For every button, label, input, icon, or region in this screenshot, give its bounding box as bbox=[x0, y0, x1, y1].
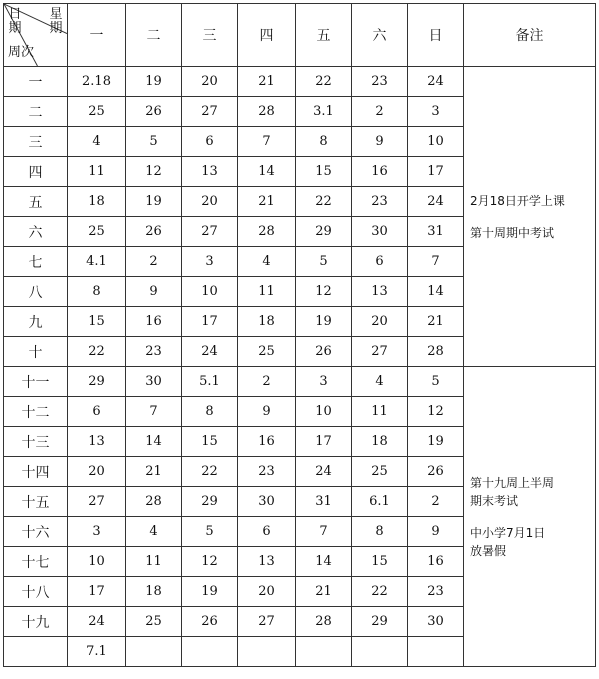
week-number-cell: 十 bbox=[4, 337, 68, 367]
date-cell: 14 bbox=[126, 427, 182, 457]
date-cell: 28 bbox=[296, 607, 352, 637]
date-cell: 10 bbox=[182, 277, 238, 307]
date-cell: 12 bbox=[296, 277, 352, 307]
week-number-cell: 十八 bbox=[4, 577, 68, 607]
date-cell: 12 bbox=[408, 397, 464, 427]
date-cell: 26 bbox=[126, 217, 182, 247]
date-cell: 18 bbox=[238, 307, 296, 337]
date-cell: 2 bbox=[352, 97, 408, 127]
date-cell: 15 bbox=[68, 307, 126, 337]
date-cell: 4.1 bbox=[68, 247, 126, 277]
date-cell: 19 bbox=[182, 577, 238, 607]
date-cell: 22 bbox=[296, 67, 352, 97]
date-cell: 19 bbox=[126, 187, 182, 217]
date-cell: 30 bbox=[126, 367, 182, 397]
note-text: 2月18日开学上课 bbox=[470, 193, 565, 208]
week-number-cell: 八 bbox=[4, 277, 68, 307]
date-cell: 18 bbox=[68, 187, 126, 217]
date-cell: 9 bbox=[408, 517, 464, 547]
date-cell bbox=[126, 637, 182, 667]
date-cell: 8 bbox=[182, 397, 238, 427]
week-number-cell: 九 bbox=[4, 307, 68, 337]
date-cell: 17 bbox=[68, 577, 126, 607]
corner-label-weekday: 星期 bbox=[49, 7, 63, 36]
date-cell: 4 bbox=[68, 127, 126, 157]
date-cell: 5 bbox=[182, 517, 238, 547]
date-cell: 24 bbox=[408, 67, 464, 97]
date-cell: 30 bbox=[408, 607, 464, 637]
date-cell: 8 bbox=[68, 277, 126, 307]
date-cell: 20 bbox=[352, 307, 408, 337]
date-cell: 23 bbox=[238, 457, 296, 487]
date-cell: 14 bbox=[408, 277, 464, 307]
date-cell: 12 bbox=[182, 547, 238, 577]
week-number-cell: 十三 bbox=[4, 427, 68, 457]
note-text: 第十周期中考试 bbox=[470, 225, 555, 240]
corner-label-week: 周次 bbox=[8, 45, 35, 60]
date-cell: 14 bbox=[238, 157, 296, 187]
date-cell: 9 bbox=[352, 127, 408, 157]
date-cell: 28 bbox=[238, 217, 296, 247]
date-cell: 13 bbox=[238, 547, 296, 577]
date-cell: 11 bbox=[68, 157, 126, 187]
note-text: 中小学7月1日 bbox=[470, 525, 546, 540]
date-cell: 3 bbox=[296, 367, 352, 397]
date-cell: 15 bbox=[182, 427, 238, 457]
date-cell: 26 bbox=[296, 337, 352, 367]
date-cell: 30 bbox=[352, 217, 408, 247]
date-cell: 4 bbox=[126, 517, 182, 547]
date-cell bbox=[408, 637, 464, 667]
date-cell: 28 bbox=[408, 337, 464, 367]
date-cell: 27 bbox=[182, 97, 238, 127]
date-cell: 21 bbox=[296, 577, 352, 607]
week-number-cell: 十七 bbox=[4, 547, 68, 577]
date-cell: 20 bbox=[68, 457, 126, 487]
date-cell: 23 bbox=[126, 337, 182, 367]
date-cell: 24 bbox=[296, 457, 352, 487]
date-cell: 16 bbox=[126, 307, 182, 337]
date-cell: 7 bbox=[408, 247, 464, 277]
date-cell: 2 bbox=[408, 487, 464, 517]
date-cell: 6.1 bbox=[352, 487, 408, 517]
date-cell: 13 bbox=[68, 427, 126, 457]
date-cell: 3 bbox=[182, 247, 238, 277]
date-cell: 3 bbox=[68, 517, 126, 547]
date-cell: 26 bbox=[182, 607, 238, 637]
header-day: 六 bbox=[352, 4, 408, 67]
date-cell: 5 bbox=[126, 127, 182, 157]
week-number-cell: 十二 bbox=[4, 397, 68, 427]
date-cell: 21 bbox=[238, 67, 296, 97]
date-cell: 10 bbox=[296, 397, 352, 427]
date-cell: 13 bbox=[352, 277, 408, 307]
date-cell: 2 bbox=[238, 367, 296, 397]
date-cell: 20 bbox=[182, 187, 238, 217]
date-cell: 21 bbox=[238, 187, 296, 217]
date-cell: 19 bbox=[296, 307, 352, 337]
date-cell: 6 bbox=[68, 397, 126, 427]
header-day: 二 bbox=[126, 4, 182, 67]
header-day: 一 bbox=[68, 4, 126, 67]
date-cell: 7 bbox=[296, 517, 352, 547]
date-cell: 7.1 bbox=[68, 637, 126, 667]
date-cell: 25 bbox=[68, 217, 126, 247]
date-cell: 21 bbox=[408, 307, 464, 337]
date-cell: 5 bbox=[296, 247, 352, 277]
date-cell: 24 bbox=[182, 337, 238, 367]
date-cell: 19 bbox=[126, 67, 182, 97]
header-row bbox=[4, 4, 596, 67]
date-cell: 27 bbox=[238, 607, 296, 637]
week-number-cell: 四 bbox=[4, 157, 68, 187]
date-cell: 2 bbox=[126, 247, 182, 277]
date-cell: 3.1 bbox=[296, 97, 352, 127]
date-cell: 18 bbox=[352, 427, 408, 457]
note-spacer bbox=[470, 210, 593, 224]
week-number-cell: 十五 bbox=[4, 487, 68, 517]
date-cell: 9 bbox=[126, 277, 182, 307]
week-row bbox=[4, 367, 596, 397]
week-number-cell bbox=[4, 637, 68, 667]
date-cell: 11 bbox=[126, 547, 182, 577]
date-cell: 15 bbox=[352, 547, 408, 577]
date-cell bbox=[182, 637, 238, 667]
date-cell: 28 bbox=[126, 487, 182, 517]
date-cell: 25 bbox=[126, 607, 182, 637]
date-cell: 16 bbox=[238, 427, 296, 457]
date-cell: 25 bbox=[352, 457, 408, 487]
date-cell: 29 bbox=[352, 607, 408, 637]
week-number-cell: 十九 bbox=[4, 607, 68, 637]
header-day: 五 bbox=[296, 4, 352, 67]
date-cell: 12 bbox=[126, 157, 182, 187]
date-cell: 16 bbox=[408, 547, 464, 577]
date-cell: 29 bbox=[182, 487, 238, 517]
date-cell: 13 bbox=[182, 157, 238, 187]
date-cell: 11 bbox=[352, 397, 408, 427]
note-text: 第十九周上半周 bbox=[470, 475, 555, 490]
date-cell: 5 bbox=[408, 367, 464, 397]
date-cell: 20 bbox=[182, 67, 238, 97]
date-cell: 22 bbox=[182, 457, 238, 487]
week-number-cell: 二 bbox=[4, 97, 68, 127]
date-cell: 5.1 bbox=[182, 367, 238, 397]
date-cell: 17 bbox=[182, 307, 238, 337]
date-cell bbox=[352, 637, 408, 667]
date-cell: 17 bbox=[296, 427, 352, 457]
date-cell: 14 bbox=[296, 547, 352, 577]
header-day: 三 bbox=[182, 4, 238, 67]
date-cell: 29 bbox=[296, 217, 352, 247]
date-cell: 8 bbox=[296, 127, 352, 157]
date-cell: 23 bbox=[352, 187, 408, 217]
header-notes: 备注 bbox=[464, 4, 596, 67]
date-cell: 29 bbox=[68, 367, 126, 397]
date-cell: 27 bbox=[352, 337, 408, 367]
date-cell: 27 bbox=[182, 217, 238, 247]
date-cell: 22 bbox=[352, 577, 408, 607]
date-cell: 28 bbox=[238, 97, 296, 127]
date-cell: 3 bbox=[408, 97, 464, 127]
week-row bbox=[4, 67, 596, 97]
week-number-cell: 三 bbox=[4, 127, 68, 157]
date-cell: 30 bbox=[238, 487, 296, 517]
date-cell: 9 bbox=[238, 397, 296, 427]
date-cell: 10 bbox=[68, 547, 126, 577]
header-day: 日 bbox=[408, 4, 464, 67]
date-cell: 18 bbox=[126, 577, 182, 607]
date-cell: 24 bbox=[408, 187, 464, 217]
date-cell: 31 bbox=[408, 217, 464, 247]
date-cell: 23 bbox=[408, 577, 464, 607]
date-cell: 8 bbox=[352, 517, 408, 547]
week-number-cell: 五 bbox=[4, 187, 68, 217]
date-cell: 21 bbox=[126, 457, 182, 487]
week-number-cell: 七 bbox=[4, 247, 68, 277]
date-cell: 22 bbox=[68, 337, 126, 367]
date-cell: 6 bbox=[238, 517, 296, 547]
date-cell: 7 bbox=[238, 127, 296, 157]
date-cell: 15 bbox=[296, 157, 352, 187]
date-cell: 17 bbox=[408, 157, 464, 187]
note-spacer bbox=[470, 510, 593, 524]
date-cell: 10 bbox=[408, 127, 464, 157]
date-cell: 22 bbox=[296, 187, 352, 217]
date-cell: 20 bbox=[238, 577, 296, 607]
note-text: 放暑假 bbox=[470, 543, 507, 558]
date-cell: 26 bbox=[126, 97, 182, 127]
date-cell: 27 bbox=[68, 487, 126, 517]
date-cell: 6 bbox=[182, 127, 238, 157]
date-cell bbox=[238, 637, 296, 667]
date-cell: 6 bbox=[352, 247, 408, 277]
date-cell: 23 bbox=[352, 67, 408, 97]
date-cell: 4 bbox=[352, 367, 408, 397]
notes-cell bbox=[464, 367, 596, 667]
school-calendar-table bbox=[3, 3, 596, 667]
date-cell: 24 bbox=[68, 607, 126, 637]
corner-cell bbox=[4, 4, 68, 67]
week-number-cell: 十四 bbox=[4, 457, 68, 487]
date-cell: 7 bbox=[126, 397, 182, 427]
week-number-cell: 一 bbox=[4, 67, 68, 97]
notes-cell bbox=[464, 67, 596, 367]
date-cell: 2.18 bbox=[68, 67, 126, 97]
date-cell: 25 bbox=[68, 97, 126, 127]
note-text: 期末考试 bbox=[470, 493, 519, 508]
date-cell: 26 bbox=[408, 457, 464, 487]
date-cell: 16 bbox=[352, 157, 408, 187]
date-cell: 4 bbox=[238, 247, 296, 277]
date-cell: 19 bbox=[408, 427, 464, 457]
header-day: 四 bbox=[238, 4, 296, 67]
corner-label-date: 日期 bbox=[8, 7, 22, 36]
date-cell: 31 bbox=[296, 487, 352, 517]
date-cell: 25 bbox=[238, 337, 296, 367]
date-cell bbox=[296, 637, 352, 667]
calendar-body bbox=[4, 67, 596, 667]
week-number-cell: 十一 bbox=[4, 367, 68, 397]
week-number-cell: 十六 bbox=[4, 517, 68, 547]
week-number-cell: 六 bbox=[4, 217, 68, 247]
date-cell: 11 bbox=[238, 277, 296, 307]
